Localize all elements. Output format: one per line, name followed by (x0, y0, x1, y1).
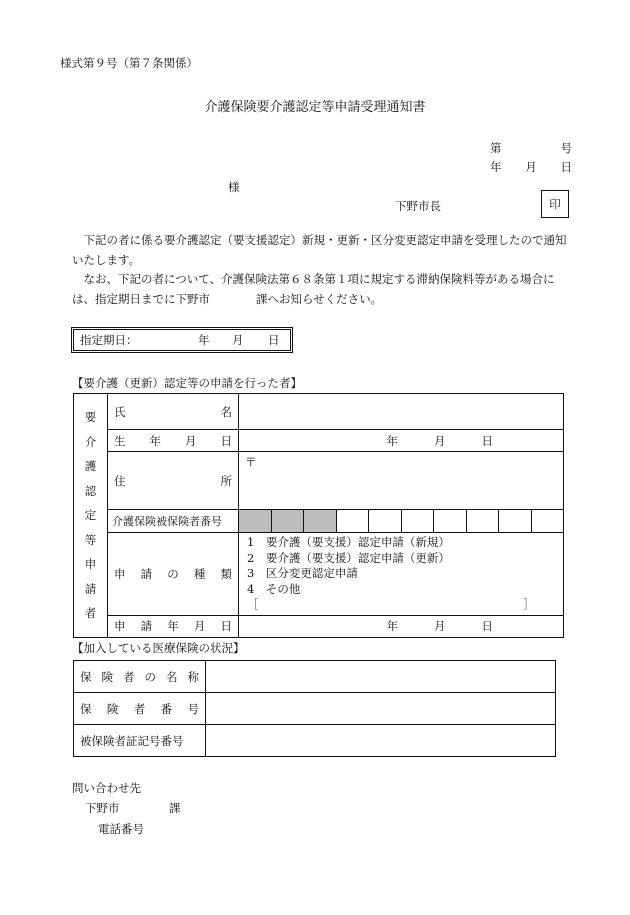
deadline-day: 日 (268, 333, 280, 347)
insurer-number-label: 保 険 者 番 号 (74, 693, 206, 725)
address-label: 住 所 (108, 452, 239, 510)
paragraph-notice: 下記の者に係る要介護認定（要支援認定）新規・更新・区分変更認定申請を受理したので通知いたします。 (72, 233, 567, 267)
application-type-item[interactable]: 4 その他［ ］ (247, 581, 535, 611)
insurer-name-label: 保 険 者 の 名 称 (74, 661, 206, 693)
section-applicant-heading: 【要介護（更新）認定等の申請を行った者】 (72, 376, 302, 390)
day-label: 日 (560, 160, 572, 174)
insured-number-field[interactable] (239, 510, 564, 533)
go-label: 号 (560, 141, 572, 155)
application-type-item[interactable]: 1 要介護（要支援）認定申請（新規） (247, 535, 450, 549)
contact-phone-label: 電話番号 (98, 822, 144, 836)
contact-city: 下野市 (85, 801, 120, 815)
application-type-label: 申 請 の 種 類 (108, 533, 239, 616)
birthdate-field[interactable]: 年 月 日 (239, 430, 564, 452)
month-label: 月 (525, 160, 537, 174)
address-field[interactable] (239, 452, 564, 510)
notice-date (490, 159, 572, 175)
insurer-name-field[interactable] (206, 661, 556, 693)
document-title: 介護保険要介護認定等申請受理通知書 (204, 100, 426, 115)
application-type-list (239, 533, 564, 616)
mayor-label: 下野市長 (395, 199, 441, 213)
deadline-month: 月 (232, 333, 244, 347)
notice-number (490, 140, 572, 156)
applicant-table (73, 393, 564, 638)
postal-mark: 〒 (245, 455, 257, 469)
application-date-field[interactable]: 年 月 日 (239, 615, 564, 637)
form-number: 様式第９号（第７条関係） (60, 56, 198, 70)
name-label: 氏 名 (108, 394, 239, 430)
contact-heading: 問い合わせ先 (72, 781, 141, 795)
insurer-number-field[interactable] (206, 693, 556, 725)
deadline-box (71, 327, 293, 353)
deadline-year: 年 (198, 333, 210, 347)
application-date-label: 申 請 年 月 日 (108, 615, 239, 637)
year-label: 年 (490, 160, 502, 174)
section-insurance-heading: 【加入している医療保険の状況】 (72, 641, 245, 655)
birthdate-label: 生 年 月 日 (108, 430, 239, 452)
name-field[interactable] (239, 394, 564, 430)
application-type-item[interactable]: 3 区分変更認定申請 (247, 566, 358, 580)
contact-department: 課 (169, 801, 181, 815)
insured-card-number-field[interactable] (206, 725, 556, 757)
paragraph-arrears: なお、下記の者について、介護保険法第６８条第１項に規定する滞納保険料等がある場合には、指定期日までに下野市 課へお知らせください。 (72, 272, 555, 306)
dai-label: 第 (490, 141, 502, 155)
deadline-label: 指定期日： (80, 333, 138, 347)
insured-card-number-label: 被保険者証記号番号 (74, 725, 206, 757)
addressee-sama: 様 (228, 180, 240, 194)
application-type-item[interactable]: 2 要介護（要支援）認定申請（更新） (247, 550, 450, 565)
seal-box: 印 (541, 190, 569, 218)
insurance-table (73, 660, 556, 757)
applicant-side-label: 要 介 護 認 定 等 申 請 者 (74, 394, 108, 638)
insured-number-label: 介護保険被保険者番号 (108, 510, 239, 533)
